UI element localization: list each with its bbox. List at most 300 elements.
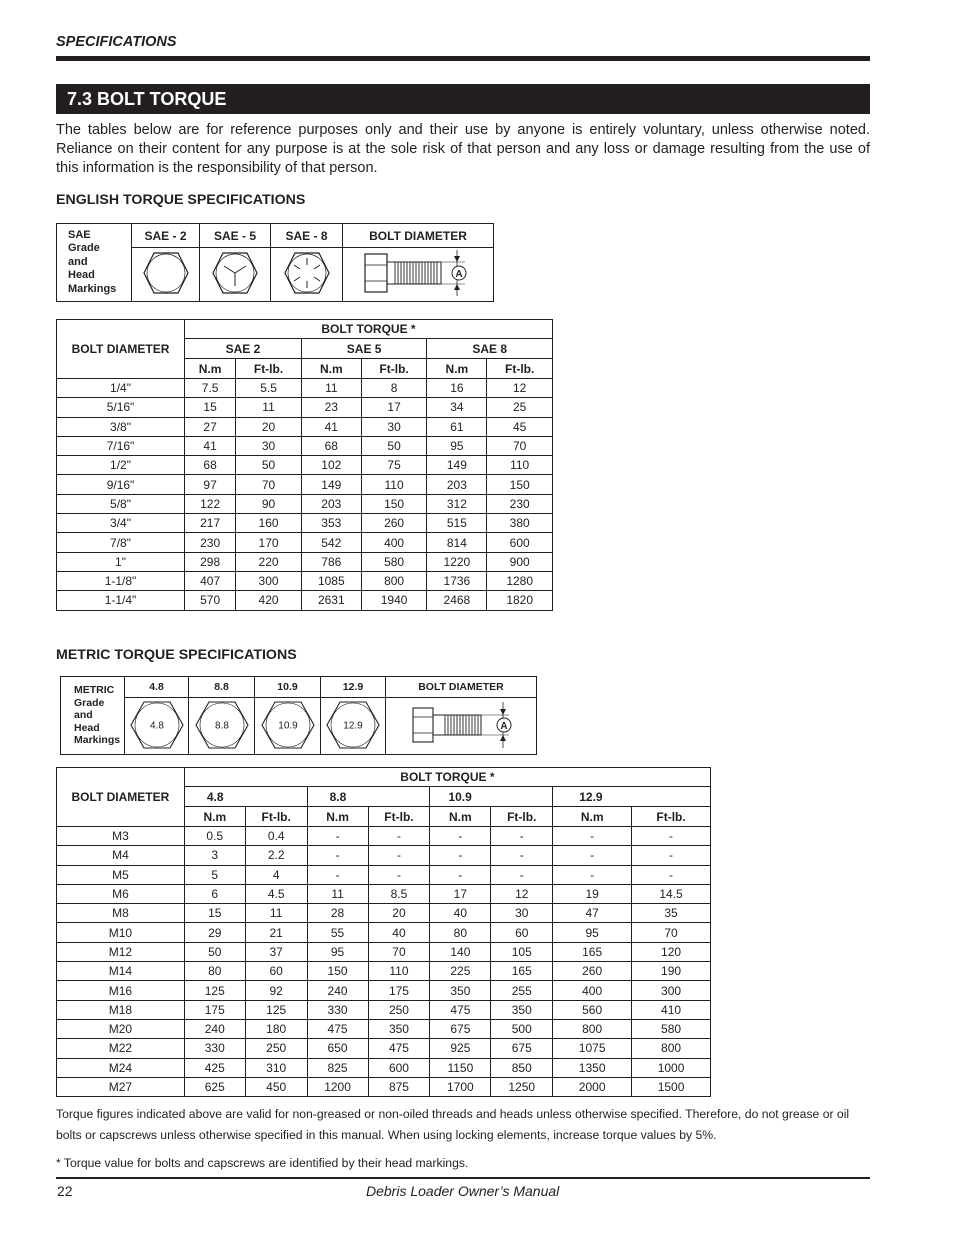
torque-value-cell: 600 xyxy=(368,1058,430,1077)
table-row xyxy=(57,436,553,455)
grade-10-9-head-marking xyxy=(255,698,321,755)
table-row xyxy=(57,884,711,903)
torque-value-cell: 165 xyxy=(491,962,553,981)
torque-value-cell: 11 xyxy=(245,904,307,923)
torque-value-cell: 14.5 xyxy=(632,884,711,903)
table-row xyxy=(57,514,553,533)
torque-value-cell: 475 xyxy=(368,1039,430,1058)
sae2-head-marking xyxy=(132,248,200,302)
torque-value-cell: 1085 xyxy=(301,571,361,590)
torque-value-cell: - xyxy=(430,846,491,865)
table-row xyxy=(57,942,711,961)
metric-callout-a: A xyxy=(500,720,508,732)
torque-value-cell: 800 xyxy=(632,1039,711,1058)
bolt-diameter-cell: M12 xyxy=(57,942,185,961)
torque-value-cell: 350 xyxy=(368,1019,430,1038)
grade-12-9-head-marking xyxy=(321,698,386,755)
torque-value-cell: 170 xyxy=(236,533,302,552)
table-row xyxy=(57,923,711,942)
metric-torque-table xyxy=(56,767,711,1097)
torque-value-cell: 330 xyxy=(307,1000,368,1019)
torque-value-cell: 300 xyxy=(632,981,711,1000)
bolt-diameter-cell: M4 xyxy=(57,846,185,865)
torque-value-cell: 3 xyxy=(184,846,245,865)
bolt-diameter-cell: 3/4" xyxy=(57,514,185,533)
table-row xyxy=(57,827,711,846)
bolt-diameter-cell: 7/16" xyxy=(57,436,185,455)
metric-torque-header: BOLT TORQUE * xyxy=(184,768,710,787)
torque-value-cell: 2631 xyxy=(301,591,361,610)
torque-value-cell: 300 xyxy=(236,571,302,590)
bolt-diameter-cell: 1-1/4" xyxy=(57,591,185,610)
bolt-diameter-cell: M14 xyxy=(57,962,185,981)
torque-value-cell: 255 xyxy=(491,981,553,1000)
torque-value-cell: 175 xyxy=(368,981,430,1000)
torque-value-cell: 160 xyxy=(236,514,302,533)
section-title: 7.3 BOLT TORQUE xyxy=(56,84,870,114)
torque-value-cell: 1940 xyxy=(361,591,427,610)
torque-value-cell: 150 xyxy=(487,475,553,494)
header-rule xyxy=(56,56,870,61)
torque-value-cell: 2.2 xyxy=(245,846,307,865)
eng-group-header: SAE 2 xyxy=(185,339,302,359)
torque-value-cell: 1280 xyxy=(487,571,553,590)
bolt-diameter-cell: M22 xyxy=(57,1039,185,1058)
torque-value-cell: 27 xyxy=(185,417,236,436)
sae8-head-marking xyxy=(271,248,343,302)
torque-value-cell: 28 xyxy=(307,904,368,923)
torque-value-cell: 50 xyxy=(184,942,245,961)
torque-value-cell: 425 xyxy=(184,1058,245,1077)
torque-value-cell: 75 xyxy=(361,456,427,475)
torque-value-cell: 30 xyxy=(361,417,427,436)
torque-value-cell: 8 xyxy=(361,379,427,398)
metric-torque-rows xyxy=(57,827,711,1097)
table-row xyxy=(57,475,553,494)
torque-value-cell: - xyxy=(632,865,711,884)
table-row xyxy=(57,1000,711,1019)
table-row xyxy=(57,379,553,398)
torque-value-cell: 900 xyxy=(487,552,553,571)
bolt-diameter-cell: M3 xyxy=(57,827,185,846)
metric-unit-header: N.m xyxy=(184,807,245,827)
torque-value-cell: 5.5 xyxy=(236,379,302,398)
torque-value-cell: 1500 xyxy=(632,1077,711,1096)
asterisk-note: * Torque value for bolts and capscrews are identified by their head markings. xyxy=(56,1156,469,1170)
torque-value-cell: 1200 xyxy=(307,1077,368,1096)
torque-value-cell: 11 xyxy=(301,379,361,398)
bolt-diameter-cell: M10 xyxy=(57,923,185,942)
torque-value-cell: 23 xyxy=(301,398,361,417)
torque-value-cell: 17 xyxy=(361,398,427,417)
bolt-diameter-cell: M8 xyxy=(57,904,185,923)
torque-value-cell: 60 xyxy=(491,923,553,942)
torque-value-cell: 570 xyxy=(185,591,236,610)
torque-value-cell: 4 xyxy=(245,865,307,884)
metric-heading: METRIC TORQUE SPECIFICATIONS xyxy=(56,647,297,663)
bolt-diameter-cell: M20 xyxy=(57,1019,185,1038)
torque-value-cell: 925 xyxy=(430,1039,491,1058)
torque-value-cell: - xyxy=(553,846,632,865)
metric-bolt-diameter-diagram xyxy=(386,698,537,755)
torque-value-cell: 410 xyxy=(632,1000,711,1019)
eng-diameter-header: BOLT DIAMETER xyxy=(57,320,185,379)
bolt-diameter-cell: 1/4" xyxy=(57,379,185,398)
torque-value-cell: 650 xyxy=(307,1039,368,1058)
torque-value-cell: 1700 xyxy=(430,1077,491,1096)
english-torque-table xyxy=(56,319,553,611)
torque-value-cell: 120 xyxy=(632,942,711,961)
torque-value-cell: 800 xyxy=(361,571,427,590)
sae5-header: SAE - 5 xyxy=(200,224,271,248)
torque-value-cell: 175 xyxy=(184,1000,245,1019)
torque-value-cell: 165 xyxy=(553,942,632,961)
torque-value-cell: 515 xyxy=(427,514,487,533)
torque-value-cell: 850 xyxy=(491,1058,553,1077)
sae-markings-label: SAE Grade and Head Markings xyxy=(57,224,132,302)
bolt-diameter-cell: M6 xyxy=(57,884,185,903)
torque-value-cell: 68 xyxy=(301,436,361,455)
bolt-diameter-cell: 7/8" xyxy=(57,533,185,552)
torque-value-cell: 7.5 xyxy=(185,379,236,398)
torque-value-cell: - xyxy=(553,865,632,884)
bolt-diameter-cell: M18 xyxy=(57,1000,185,1019)
torque-value-cell: 5 xyxy=(184,865,245,884)
torque-value-cell: 240 xyxy=(307,981,368,1000)
table-row xyxy=(57,571,553,590)
torque-value-cell: 203 xyxy=(427,475,487,494)
table-row xyxy=(57,1077,711,1096)
sae5-head-marking xyxy=(200,248,271,302)
torque-value-cell: - xyxy=(368,865,430,884)
metric-unit-header: Ft-lb. xyxy=(632,807,711,827)
metric-markings-label: METRIC Grade and Head Markings xyxy=(61,677,125,755)
torque-value-cell: 542 xyxy=(301,533,361,552)
manual-title: Debris Loader Owner’s Manual xyxy=(366,1183,560,1199)
table-row xyxy=(57,494,553,513)
torque-value-cell: 217 xyxy=(185,514,236,533)
torque-value-cell: 400 xyxy=(361,533,427,552)
torque-value-cell: 298 xyxy=(185,552,236,571)
torque-value-cell: 80 xyxy=(184,962,245,981)
torque-value-cell: 560 xyxy=(553,1000,632,1019)
torque-value-cell: 2468 xyxy=(427,591,487,610)
torque-value-cell: 11 xyxy=(307,884,368,903)
torque-value-cell: 20 xyxy=(368,904,430,923)
eng-group-header: SAE 8 xyxy=(427,339,553,359)
eng-unit-header: N.m xyxy=(185,359,236,379)
torque-value-cell: 1820 xyxy=(487,591,553,610)
grade-4-8-header: 4.8 xyxy=(125,677,189,698)
footer-rule xyxy=(56,1177,870,1179)
torque-value-cell: 122 xyxy=(185,494,236,513)
torque-value-cell: 60 xyxy=(245,962,307,981)
bolt-diameter-cell: M16 xyxy=(57,981,185,1000)
torque-value-cell: 21 xyxy=(245,923,307,942)
torque-value-cell: 6 xyxy=(184,884,245,903)
torque-value-cell: 500 xyxy=(491,1019,553,1038)
metric-group-header: 10.9 xyxy=(430,787,553,807)
torque-value-cell: 40 xyxy=(368,923,430,942)
metric-unit-header: N.m xyxy=(430,807,491,827)
torque-note: Torque figures indicated above are valid for non-greased or non-oiled threads and heads unless otherwise specified. Therefore, do not grease or oil bolts or capscrews unless otherwise specified in this manual. When using locking elements, increase torque values by 5%. xyxy=(56,1107,850,1142)
torque-value-cell: 1220 xyxy=(427,552,487,571)
torque-value-cell: 70 xyxy=(368,942,430,961)
torque-value-cell: 12 xyxy=(487,379,553,398)
torque-value-cell: 92 xyxy=(245,981,307,1000)
table-row xyxy=(57,981,711,1000)
torque-value-cell: 380 xyxy=(487,514,553,533)
torque-value-cell: 110 xyxy=(487,456,553,475)
torque-value-cell: - xyxy=(307,865,368,884)
bolt-diameter-diagram xyxy=(343,248,494,302)
torque-value-cell: 310 xyxy=(245,1058,307,1077)
eng-unit-header: Ft-lb. xyxy=(487,359,553,379)
bolt-diameter-cell: M27 xyxy=(57,1077,185,1096)
torque-value-cell: 50 xyxy=(236,456,302,475)
metric-group-header: 12.9 xyxy=(553,787,711,807)
torque-value-cell: 70 xyxy=(487,436,553,455)
torque-value-cell: 150 xyxy=(307,962,368,981)
torque-value-cell: - xyxy=(632,827,711,846)
torque-value-cell: 68 xyxy=(185,456,236,475)
metric-diameter-header: BOLT DIAMETER xyxy=(57,768,185,827)
torque-value-cell: 102 xyxy=(301,456,361,475)
torque-value-cell: 19 xyxy=(553,884,632,903)
intro-paragraph: The tables below are for reference purposes only and their use by anyone is entirely voluntary, unless otherwise noted. Reliance on their content for any purpose is at the sole risk of that person and any loss or damage resulting from the use of this information is the responsibility of that person. xyxy=(56,122,870,176)
metric-unit-header: N.m xyxy=(553,807,632,827)
torque-value-cell: 203 xyxy=(301,494,361,513)
bolt-diameter-cell: 1-1/8" xyxy=(57,571,185,590)
torque-value-cell: 675 xyxy=(491,1039,553,1058)
table-row xyxy=(57,1019,711,1038)
torque-value-cell: 15 xyxy=(185,398,236,417)
torque-value-cell: 1350 xyxy=(553,1058,632,1077)
torque-value-cell: 407 xyxy=(185,571,236,590)
grade-8-8-header: 8.8 xyxy=(189,677,255,698)
torque-value-cell: 149 xyxy=(301,475,361,494)
torque-value-cell: 450 xyxy=(245,1077,307,1096)
torque-value-cell: 29 xyxy=(184,923,245,942)
torque-value-cell: 8.5 xyxy=(368,884,430,903)
eng-unit-header: N.m xyxy=(427,359,487,379)
bolt-diameter-cell: M24 xyxy=(57,1058,185,1077)
table-row xyxy=(57,865,711,884)
torque-value-cell: 400 xyxy=(553,981,632,1000)
table-row xyxy=(57,962,711,981)
torque-value-cell: 786 xyxy=(301,552,361,571)
torque-value-cell: 580 xyxy=(632,1019,711,1038)
torque-value-cell: 800 xyxy=(553,1019,632,1038)
torque-value-cell: 41 xyxy=(301,417,361,436)
eng-group-header: SAE 5 xyxy=(301,339,427,359)
torque-value-cell: 90 xyxy=(236,494,302,513)
table-row xyxy=(57,417,553,436)
sae8-header: SAE - 8 xyxy=(271,224,343,248)
torque-value-cell: 125 xyxy=(245,1000,307,1019)
torque-value-cell: 0.5 xyxy=(184,827,245,846)
torque-value-cell: - xyxy=(632,846,711,865)
torque-value-cell: 814 xyxy=(427,533,487,552)
torque-value-cell: 1075 xyxy=(553,1039,632,1058)
torque-value-cell: 1736 xyxy=(427,571,487,590)
torque-value-cell: 95 xyxy=(553,923,632,942)
torque-value-cell: - xyxy=(491,846,553,865)
torque-value-cell: 220 xyxy=(236,552,302,571)
torque-value-cell: - xyxy=(430,827,491,846)
torque-value-cell: 41 xyxy=(185,436,236,455)
grade-10-9-header: 10.9 xyxy=(255,677,321,698)
bolt-diameter-header: BOLT DIAMETER xyxy=(343,224,494,248)
torque-value-cell: - xyxy=(368,827,430,846)
table-row xyxy=(57,846,711,865)
torque-value-cell: 0.4 xyxy=(245,827,307,846)
torque-value-cell: 12 xyxy=(491,884,553,903)
eng-torque-header: BOLT TORQUE * xyxy=(185,320,553,339)
page-number: 22 xyxy=(57,1183,73,1199)
grade-12-9-header: 12.9 xyxy=(321,677,386,698)
grade-12-9-stamp: 12.9 xyxy=(343,720,363,731)
table-row xyxy=(57,904,711,923)
torque-value-cell: - xyxy=(430,865,491,884)
torque-value-cell: 250 xyxy=(245,1039,307,1058)
torque-value-cell: 4.5 xyxy=(245,884,307,903)
metric-unit-header: Ft-lb. xyxy=(491,807,553,827)
bolt-diameter-cell: 1" xyxy=(57,552,185,571)
torque-value-cell: 353 xyxy=(301,514,361,533)
torque-value-cell: 30 xyxy=(236,436,302,455)
eng-unit-header: Ft-lb. xyxy=(361,359,427,379)
torque-value-cell: 600 xyxy=(487,533,553,552)
torque-value-cell: 140 xyxy=(430,942,491,961)
table-row xyxy=(57,1039,711,1058)
torque-value-cell: 260 xyxy=(361,514,427,533)
torque-value-cell: 35 xyxy=(632,904,711,923)
torque-value-cell: - xyxy=(368,846,430,865)
torque-value-cell: 149 xyxy=(427,456,487,475)
torque-value-cell: 80 xyxy=(430,923,491,942)
torque-value-cell: 105 xyxy=(491,942,553,961)
torque-value-cell: 30 xyxy=(491,904,553,923)
torque-value-cell: - xyxy=(491,865,553,884)
english-torque-rows xyxy=(57,379,553,611)
torque-value-cell: - xyxy=(307,846,368,865)
torque-value-cell: 475 xyxy=(307,1019,368,1038)
torque-value-cell: 825 xyxy=(307,1058,368,1077)
torque-value-cell: 1150 xyxy=(430,1058,491,1077)
torque-value-cell: 16 xyxy=(427,379,487,398)
bolt-diameter-cell: 3/8" xyxy=(57,417,185,436)
torque-value-cell: 70 xyxy=(236,475,302,494)
torque-value-cell: 17 xyxy=(430,884,491,903)
torque-value-cell: - xyxy=(307,827,368,846)
torque-value-cell: 312 xyxy=(427,494,487,513)
metric-group-header: 8.8 xyxy=(307,787,430,807)
grade-8-8-head-marking xyxy=(189,698,255,755)
torque-value-cell: 225 xyxy=(430,962,491,981)
torque-value-cell: 95 xyxy=(307,942,368,961)
sae-markings-table xyxy=(56,223,494,302)
metric-group-header: 4.8 xyxy=(184,787,307,807)
table-row xyxy=(57,533,553,552)
metric-unit-header: N.m xyxy=(307,807,368,827)
torque-value-cell: 1250 xyxy=(491,1077,553,1096)
metric-unit-header: Ft-lb. xyxy=(245,807,307,827)
torque-value-cell: 180 xyxy=(245,1019,307,1038)
torque-value-cell: 11 xyxy=(236,398,302,417)
bolt-diameter-cell: 1/2" xyxy=(57,456,185,475)
torque-value-cell: 47 xyxy=(553,904,632,923)
torque-value-cell: 50 xyxy=(361,436,427,455)
callout-a: A xyxy=(455,269,463,280)
torque-value-cell: 420 xyxy=(236,591,302,610)
torque-value-cell: 250 xyxy=(368,1000,430,1019)
torque-value-cell: 675 xyxy=(430,1019,491,1038)
bolt-diameter-cell: 9/16" xyxy=(57,475,185,494)
table-row xyxy=(57,398,553,417)
torque-value-cell: 20 xyxy=(236,417,302,436)
eng-unit-header: N.m xyxy=(301,359,361,379)
torque-value-cell: 150 xyxy=(361,494,427,513)
table-row xyxy=(57,1058,711,1077)
grade-8-8-stamp: 8.8 xyxy=(214,720,229,731)
english-heading: ENGLISH TORQUE SPECIFICATIONS xyxy=(56,192,306,208)
torque-value-cell: 2000 xyxy=(553,1077,632,1096)
torque-value-cell: 25 xyxy=(487,398,553,417)
torque-value-cell: 40 xyxy=(430,904,491,923)
torque-value-cell: 350 xyxy=(491,1000,553,1019)
sae2-header: SAE - 2 xyxy=(132,224,200,248)
torque-value-cell: 350 xyxy=(430,981,491,1000)
torque-value-cell: 1000 xyxy=(632,1058,711,1077)
torque-value-cell: 45 xyxy=(487,417,553,436)
torque-value-cell: 475 xyxy=(430,1000,491,1019)
torque-value-cell: 55 xyxy=(307,923,368,942)
torque-value-cell: 125 xyxy=(184,981,245,1000)
metric-markings-table xyxy=(60,676,537,755)
table-row xyxy=(57,591,553,610)
table-row xyxy=(57,552,553,571)
torque-value-cell: 240 xyxy=(184,1019,245,1038)
running-header: SPECIFICATIONS xyxy=(56,34,177,50)
grade-4-8-head-marking xyxy=(125,698,189,755)
metric-bolt-diameter-header: BOLT DIAMETER xyxy=(386,677,537,698)
torque-value-cell: 95 xyxy=(427,436,487,455)
torque-value-cell: 625 xyxy=(184,1077,245,1096)
grade-10-9-stamp: 10.9 xyxy=(277,720,298,731)
torque-value-cell: 330 xyxy=(184,1039,245,1058)
table-row xyxy=(57,456,553,475)
torque-value-cell: 230 xyxy=(185,533,236,552)
torque-value-cell: 580 xyxy=(361,552,427,571)
torque-value-cell: 875 xyxy=(368,1077,430,1096)
eng-unit-header: Ft-lb. xyxy=(236,359,302,379)
torque-value-cell: 230 xyxy=(487,494,553,513)
torque-value-cell: 190 xyxy=(632,962,711,981)
grade-4-8-stamp: 4.8 xyxy=(149,720,164,731)
torque-value-cell: 34 xyxy=(427,398,487,417)
torque-value-cell: 97 xyxy=(185,475,236,494)
torque-value-cell: 110 xyxy=(368,962,430,981)
torque-value-cell: - xyxy=(553,827,632,846)
torque-value-cell: 37 xyxy=(245,942,307,961)
torque-value-cell: 70 xyxy=(632,923,711,942)
bolt-diameter-cell: M5 xyxy=(57,865,185,884)
torque-value-cell: - xyxy=(491,827,553,846)
metric-unit-header: Ft-lb. xyxy=(368,807,430,827)
torque-value-cell: 15 xyxy=(184,904,245,923)
bolt-diameter-cell: 5/8" xyxy=(57,494,185,513)
